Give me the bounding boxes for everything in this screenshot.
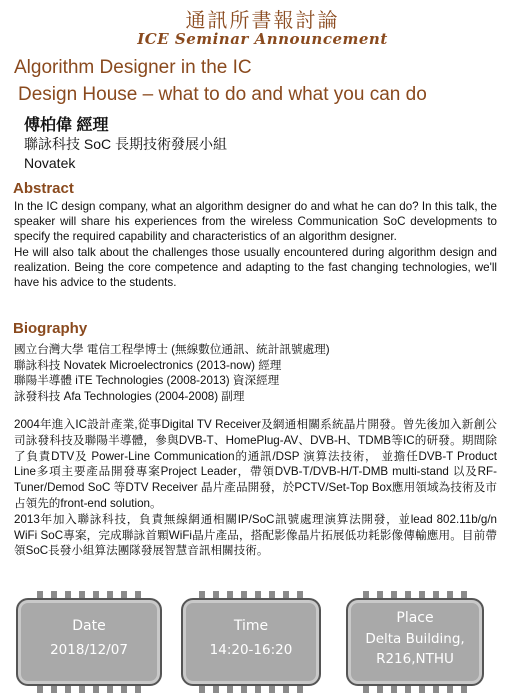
abstract-body bbox=[14, 199, 497, 290]
chip-pin bbox=[121, 685, 127, 693]
chip-pin bbox=[65, 685, 71, 693]
talk-title-line2: Design House – what to do and what you can do bbox=[18, 84, 427, 105]
abstract-heading: Abstract bbox=[13, 180, 74, 197]
chip-pin bbox=[363, 685, 369, 693]
talk-title bbox=[14, 54, 427, 108]
chip-pin bbox=[199, 685, 205, 693]
place-value-line2: R216,NTHU bbox=[376, 651, 454, 667]
chip-pin bbox=[377, 685, 383, 693]
chip-pin bbox=[51, 685, 57, 693]
biography-item: 聯詠科技 Novatek Microelectronics (2013-now) 經理 bbox=[14, 358, 282, 372]
chip-pin bbox=[227, 685, 233, 693]
chip-pin bbox=[79, 685, 85, 693]
biography-paragraph: 2013年加入聯詠科技，負責無線網通相關IP/SoC訊號處理演算法開發，並lead 802.11b/g/n WiFi SoC專案，完成聯詠首顆WiFi晶片產品，搭配影像晶片拓展低功耗影像傳輸應用。目前帶領SoC長發小組算法團隊發展智慧音訊相關技術。 bbox=[14, 512, 497, 558]
chip-pin bbox=[213, 685, 219, 693]
header-title-en: ICE Seminar Announcement bbox=[137, 30, 388, 48]
biography-list bbox=[14, 342, 330, 404]
chip-pin bbox=[405, 685, 411, 693]
chip-pin bbox=[461, 685, 467, 693]
biography-heading: Biography bbox=[13, 320, 88, 337]
chip-pin bbox=[135, 685, 141, 693]
chip-pin bbox=[391, 685, 397, 693]
biography-body bbox=[14, 417, 497, 559]
chip-pin bbox=[37, 685, 43, 693]
header-title-cn: 通訊所書報討論 bbox=[185, 8, 340, 32]
chip-pin bbox=[107, 685, 113, 693]
biography-item: 國立台灣大學 電信工程學博士 (無線數位通訊、統計訊號處理) bbox=[14, 343, 330, 356]
chip-pin bbox=[419, 685, 425, 693]
date-label: Date bbox=[72, 618, 106, 634]
place-value-line1: Delta Building, bbox=[365, 631, 465, 647]
time-value: 14:20-16:20 bbox=[209, 642, 293, 658]
biography-item: 詠發科技 Afa Technologies (2004-2008) 副理 bbox=[14, 389, 245, 403]
chip-pin bbox=[447, 685, 453, 693]
date-box bbox=[16, 598, 162, 686]
biography-item: 聯陽半導體 iTE Technologies (2008-2013) 資深經理 bbox=[14, 374, 280, 388]
chip-pin bbox=[269, 685, 275, 693]
speaker-name: 傅柏偉 經理 bbox=[24, 117, 109, 134]
speaker-company: Novatek bbox=[24, 155, 76, 171]
chip-pin bbox=[241, 685, 247, 693]
abstract-paragraph: In the IC design company, what an algorithm designer do and what he can do? In this talk, the speaker will share his experiences from the wireless Communication SoC developments to specify the required capability and characteristics of an algorithm designer. bbox=[14, 200, 497, 244]
chip-pin bbox=[297, 685, 303, 693]
place-box bbox=[346, 598, 484, 686]
biography-paragraph: 2004年進入IC設計產業,從事Digital TV Receiver及網通相關系統晶片開發。曾先後加入新創公司詠發科技及聯陽半導體，參與DVB-T、HomePlug-AV、DVB-H、TDMB等IC的研發。期間除了負責DTV及 Power-Line Communication的通訊/DSP 演算法技術， 並擔任DVB-T Product Line多項主要產品開發專案Project Leader，帶領DVB-T/DVB-H/T-DMB multi-stand 以及RF-Tuner/Demod SoC 等DTV Receiver 晶片產品開發，於PCTV/Set-Top Box應用領域為技術及市占領先的front-end solution。 bbox=[14, 418, 497, 510]
time-label: Time bbox=[233, 618, 269, 634]
chip-pin bbox=[93, 685, 99, 693]
chip-pin bbox=[255, 685, 261, 693]
talk-title-line1: Algorithm Designer in the IC bbox=[14, 57, 252, 78]
abstract-paragraph: He will also talk about the challenges those usually encountered during algorithm design and realization. Being the core competence and adapting to the fast changing technologies, we'll have his advice to the students. bbox=[14, 245, 497, 290]
date-value: 2018/12/07 bbox=[50, 642, 128, 658]
time-box bbox=[181, 598, 321, 686]
chip-pin bbox=[283, 685, 289, 693]
chip-pin bbox=[433, 685, 439, 693]
place-label: Place bbox=[396, 610, 434, 626]
speaker-affiliation: 聯詠科技 SoC 長期技術發展小組 bbox=[24, 136, 228, 152]
speaker-block bbox=[24, 116, 227, 173]
